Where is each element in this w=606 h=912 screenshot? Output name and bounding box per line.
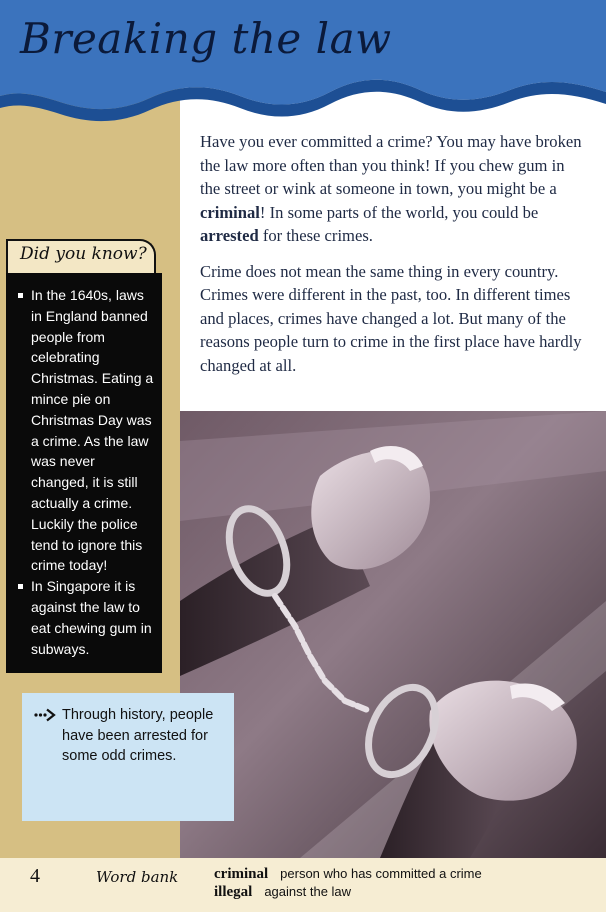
intro-text [200, 130, 585, 389]
keyword-criminal: criminal [200, 202, 260, 222]
intro-paragraph-1: Have you ever committed a crime? You may have broken the law more often than you think! If you chew gum in the street or wink at someone in town, you might be a criminal! In some parts of the world, you could be arrested for these crimes. [200, 132, 582, 245]
word-bank-footer [0, 858, 606, 912]
fact-text: In the 1640s, laws in England banned people from celebrating Christmas. Eating a mince pie on Christmas Day was a crime. As the law was never changed, it is still actually a crime. Luckily the police tend to ignore this crime today! [31, 287, 154, 574]
word-bank-definition: person who has committed a crime [280, 866, 482, 881]
page-title: Breaking the law [20, 14, 392, 63]
handcuffed-hands-photo [180, 411, 606, 858]
dotted-arrow-icon [34, 708, 56, 722]
fact-item [18, 285, 156, 576]
fact-item [18, 576, 156, 659]
photo-caption [22, 693, 234, 821]
did-you-know-title: Did you know? [20, 244, 147, 264]
bullet-icon [18, 584, 23, 589]
word-bank-label: Word bank [96, 868, 179, 886]
did-you-know-box [6, 273, 162, 673]
fact-text: In Singapore it is against the law to eat chewing gum in subways. [31, 578, 152, 657]
bullet-icon [18, 293, 23, 298]
intro-paragraph-2: Crime does not mean the same thing in every country. Crimes were different in the past, too. In different times and places, crimes have changed a lot. But many of the reasons people turn to crime in the first place have hardly changed at all. [200, 261, 582, 375]
word-bank-entry [214, 866, 482, 883]
word-bank-definition: against the law [264, 884, 352, 899]
word-bank-entry [214, 884, 351, 901]
keyword-arrested: arrested [200, 226, 259, 245]
caption-text: Through history, people have been arrested for some odd crimes. [62, 707, 214, 764]
page-number: 4 [30, 865, 40, 887]
word-bank-term: illegal [214, 884, 253, 900]
word-bank-term: criminal [214, 866, 269, 882]
did-you-know-tab [6, 239, 156, 273]
